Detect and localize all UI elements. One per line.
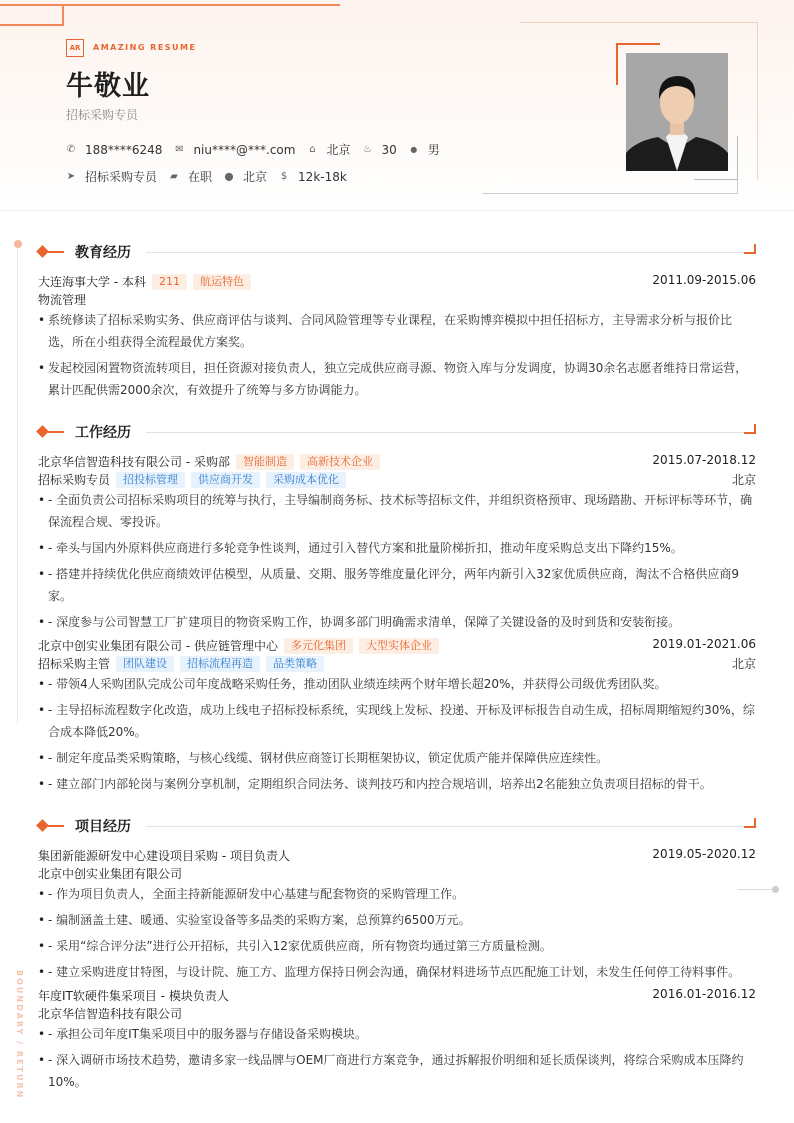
status-text: 在职 [188,170,213,184]
project-org-row [38,865,756,883]
list-item [38,773,756,795]
list-item [38,489,756,533]
email-item [174,143,295,157]
school-tag: 航运特色 [193,274,251,290]
cake-icon: ♨ [362,143,372,155]
skill-tag: 团队建设 [116,656,174,672]
section-projects [38,816,756,836]
education-major-row [38,291,756,309]
project-date: 2016.01-2016.12 [652,987,756,1001]
location-item [224,168,267,185]
list-item [38,309,756,353]
skill-tag: 招投标管理 [116,472,185,488]
job-role-row [38,655,756,673]
portrait-illustration [626,53,728,171]
section-title: 项目经历 [75,819,131,835]
job-date: 2019.01-2021.06 [652,637,756,651]
phone-item [66,143,162,157]
bullet-text: - 主导招标流程数字化改造，成功上线电子招标投标系统，实现线上发标、投递、开标及评标报告自动生成，招标周期缩短约30%，综 [48,703,755,717]
education-date: 2011.09-2015.06 [652,273,756,287]
skill-tag: 品类策略 [266,656,324,672]
job-date: 2015.07-2018.12 [652,453,756,467]
timeline-line [17,244,18,724]
candidate-name: 牛敬业 [66,71,150,102]
education-header [38,273,756,291]
company-tag: 智能制造 [236,454,294,470]
email-text: niu****@***.com [193,142,296,157]
project-header [38,847,756,865]
job-header [38,637,756,655]
bullet-text: - 牵头与国内外原料供应商进行多轮竞争性谈判，通过引入替代方案和批量阶梯折扣，推动年度采购总支出下降约15%。 [48,541,683,555]
bullet-text: 10%。 [48,1075,87,1089]
project-header [38,987,756,1005]
bullet-text: 家。 [48,589,73,603]
gender-icon: ● [410,144,418,154]
list-item [38,537,756,559]
salary-icon: $ [280,170,288,182]
section-corner [744,244,756,254]
list-item [38,673,756,695]
bullet-text: 累计匹配供需2000余次，有效提升了统筹与多方协调能力。 [48,383,367,397]
bullet-text: - 全面负责公司招标采购项目的统筹与执行，主导编制商务标、技术标等招标文件，并组织资格预审、现场踏勘、开标评标等环节，确 [48,493,753,507]
home-item [307,141,350,158]
list-item [38,961,756,983]
brand-label: AMAZING RESUME [93,43,197,52]
bullet-text: - 搭建并持续优化供应商绩效评估模型，从质量、交期、服务等维度量化评分，两年内新引入32家优质供应商，淘汰不合格供应商9 [48,567,740,581]
section-education [38,242,756,262]
project-date: 2019.05-2020.12 [652,847,756,861]
job-role: 招标采购专员 [38,473,111,487]
intent-row [66,168,359,185]
company-tag: 大型实体企业 [359,638,439,654]
resume-header [0,0,794,211]
section-corner [744,424,756,434]
candidate-title: 招标采购专员 [66,108,139,122]
list-item [38,357,756,401]
section-rule [146,826,756,827]
list-item [38,747,756,769]
bullet-text: 选，所在小组获得全流程最优方案奖。 [48,335,253,349]
age-item [362,143,396,157]
list-item [38,1023,756,1045]
project-name: 集团新能源研发中心建设项目采购 - 项目负责人 [38,849,290,863]
decor-dot [772,886,779,893]
bullet-text: - 深入调研市场技术趋势，邀请多家一线品牌与OEM厂商进行方案竞争，通过拆解报价明细和延长质保谈判，将综合采购成本压降约 [48,1053,744,1067]
section-title: 教育经历 [75,245,131,261]
briefcase-icon: ▰ [170,170,178,182]
list-item [38,909,756,931]
status-item [169,168,212,185]
section-title: 工作经历 [75,425,131,441]
project-org: 北京华信智造科技有限公司 [38,1007,183,1021]
list-item [38,935,756,957]
intent-item [66,168,157,185]
bullet-text: - 建立部门内部轮岗与案例分享机制，定期组织合同法务、谈判技巧和内控合规培训，培养出2名能独立负责项目招标的骨干。 [48,777,712,791]
salary-text: 12k-18k [298,169,347,184]
bullet-text: 合成本降低20%。 [48,725,147,739]
bullet-text: - 带领4人采购团队完成公司年度战略采购任务，推动团队业绩连续两个财年增长超20%，并获得公司级优秀团队奖。 [48,677,667,691]
bullet-text: - 承担公司年度IT集采项目中的服务器与存储设备采购模块。 [48,1027,368,1041]
bullet-text: - 深度参与公司智慧工厂扩建项目的物资采购工作，协调多部门明确需求清单，保障了关键设备的及时到货和安装衔接。 [48,615,681,629]
section-rule [146,252,756,253]
age-text: 30 [381,142,397,157]
skill-tag: 招标流程再造 [180,656,260,672]
bullet-text: - 编制涵盖土建、暖通、实验室设备等多品类的采购方案，总预算约6500万元。 [48,913,471,927]
profile-photo [626,53,728,171]
job-city: 北京 [731,473,756,487]
phone-icon: ✆ [66,143,76,155]
decor-corner [0,4,64,26]
section-work [38,422,756,442]
section-corner [744,818,756,828]
company-tag: 多元化集团 [284,638,353,654]
project-name: 年度IT软硬件集采项目 - 模块负责人 [38,989,229,1003]
skill-tag: 采购成本优化 [266,472,346,488]
brand-badge: AR [66,39,84,57]
mail-icon: ✉ [175,143,184,155]
intent-text: 招标采购专员 [85,170,158,184]
job-city: 北京 [731,657,756,671]
section-dash [48,825,64,827]
job-header [38,453,756,471]
bullet-text: 系统修读了招标采购实务、供应商评估与谈判、合同风险管理等专业课程，在采购博弈模拟中担任招标方，主导需求分析与报价比 [48,313,733,327]
list-item [38,611,756,633]
side-watermark: BOUNDARY / RETURN [15,970,24,1100]
school-tag: 211 [152,274,187,290]
company-name: 北京中创实业集团有限公司 - 供应链管理中心 [38,639,278,653]
phone-text: 188****6248 [85,142,163,157]
diamond-icon [36,425,49,438]
job-role: 招标采购主管 [38,657,111,671]
diamond-icon [36,819,49,832]
list-item [38,883,756,905]
company-name: 北京华信智造科技有限公司 - 采购部 [38,455,230,469]
bullet-text: - 采用“综合评分法”进行公开招标，共引入12家优质供应商，所有物资均通过第三方质量检测。 [48,939,552,953]
bullet-text: - 作为项目负责人，全面主持新能源研发中心基建与配套物资的采购管理工作。 [48,887,465,901]
bullet-text: 发起校园闲置物资流转项目，担任资源对接负责人，独立完成供应商寻源、物资入库与分发调度，协调30余名志愿者维持日常运营， [48,361,748,375]
list-item [38,1049,756,1093]
school-name: 大连海事大学 - 本科 [38,275,146,289]
location-text: 北京 [243,170,268,184]
home-icon: ⌂ [309,143,316,155]
bullet-text: - 制定年度品类采购策略，与核心线缆、钢材供应商签订长期框架协议，锁定优质产能并保障供应连续性。 [48,751,609,765]
list-item [38,699,756,743]
contact-row [66,141,452,158]
send-icon: ➤ [66,170,76,182]
company-tag: 高新技术企业 [300,454,380,470]
major: 物流管理 [38,293,87,307]
gender-text: 男 [427,143,440,157]
section-dash [48,431,64,433]
home-text: 北京 [326,143,351,157]
section-dash [48,251,64,253]
project-org: 北京中创实业集团有限公司 [38,867,183,881]
gender-item [409,141,440,158]
timeline-dot [14,240,22,248]
bullet-text: 保流程合规、零投诉。 [48,515,169,529]
diamond-icon [36,245,49,258]
location-icon: ⬤ [224,171,234,181]
skill-tag: 供应商开发 [191,472,260,488]
salary-item [279,170,347,184]
project-org-row [38,1005,756,1023]
section-rule [146,432,756,433]
job-role-row [38,471,756,489]
list-item [38,563,756,607]
bullet-text: - 建立采购进度甘特图，与设计院、施工方、监理方保持日例会沟通，确保材料进场节点匹配施工计划，未发生任何停工待料事件。 [48,965,741,979]
